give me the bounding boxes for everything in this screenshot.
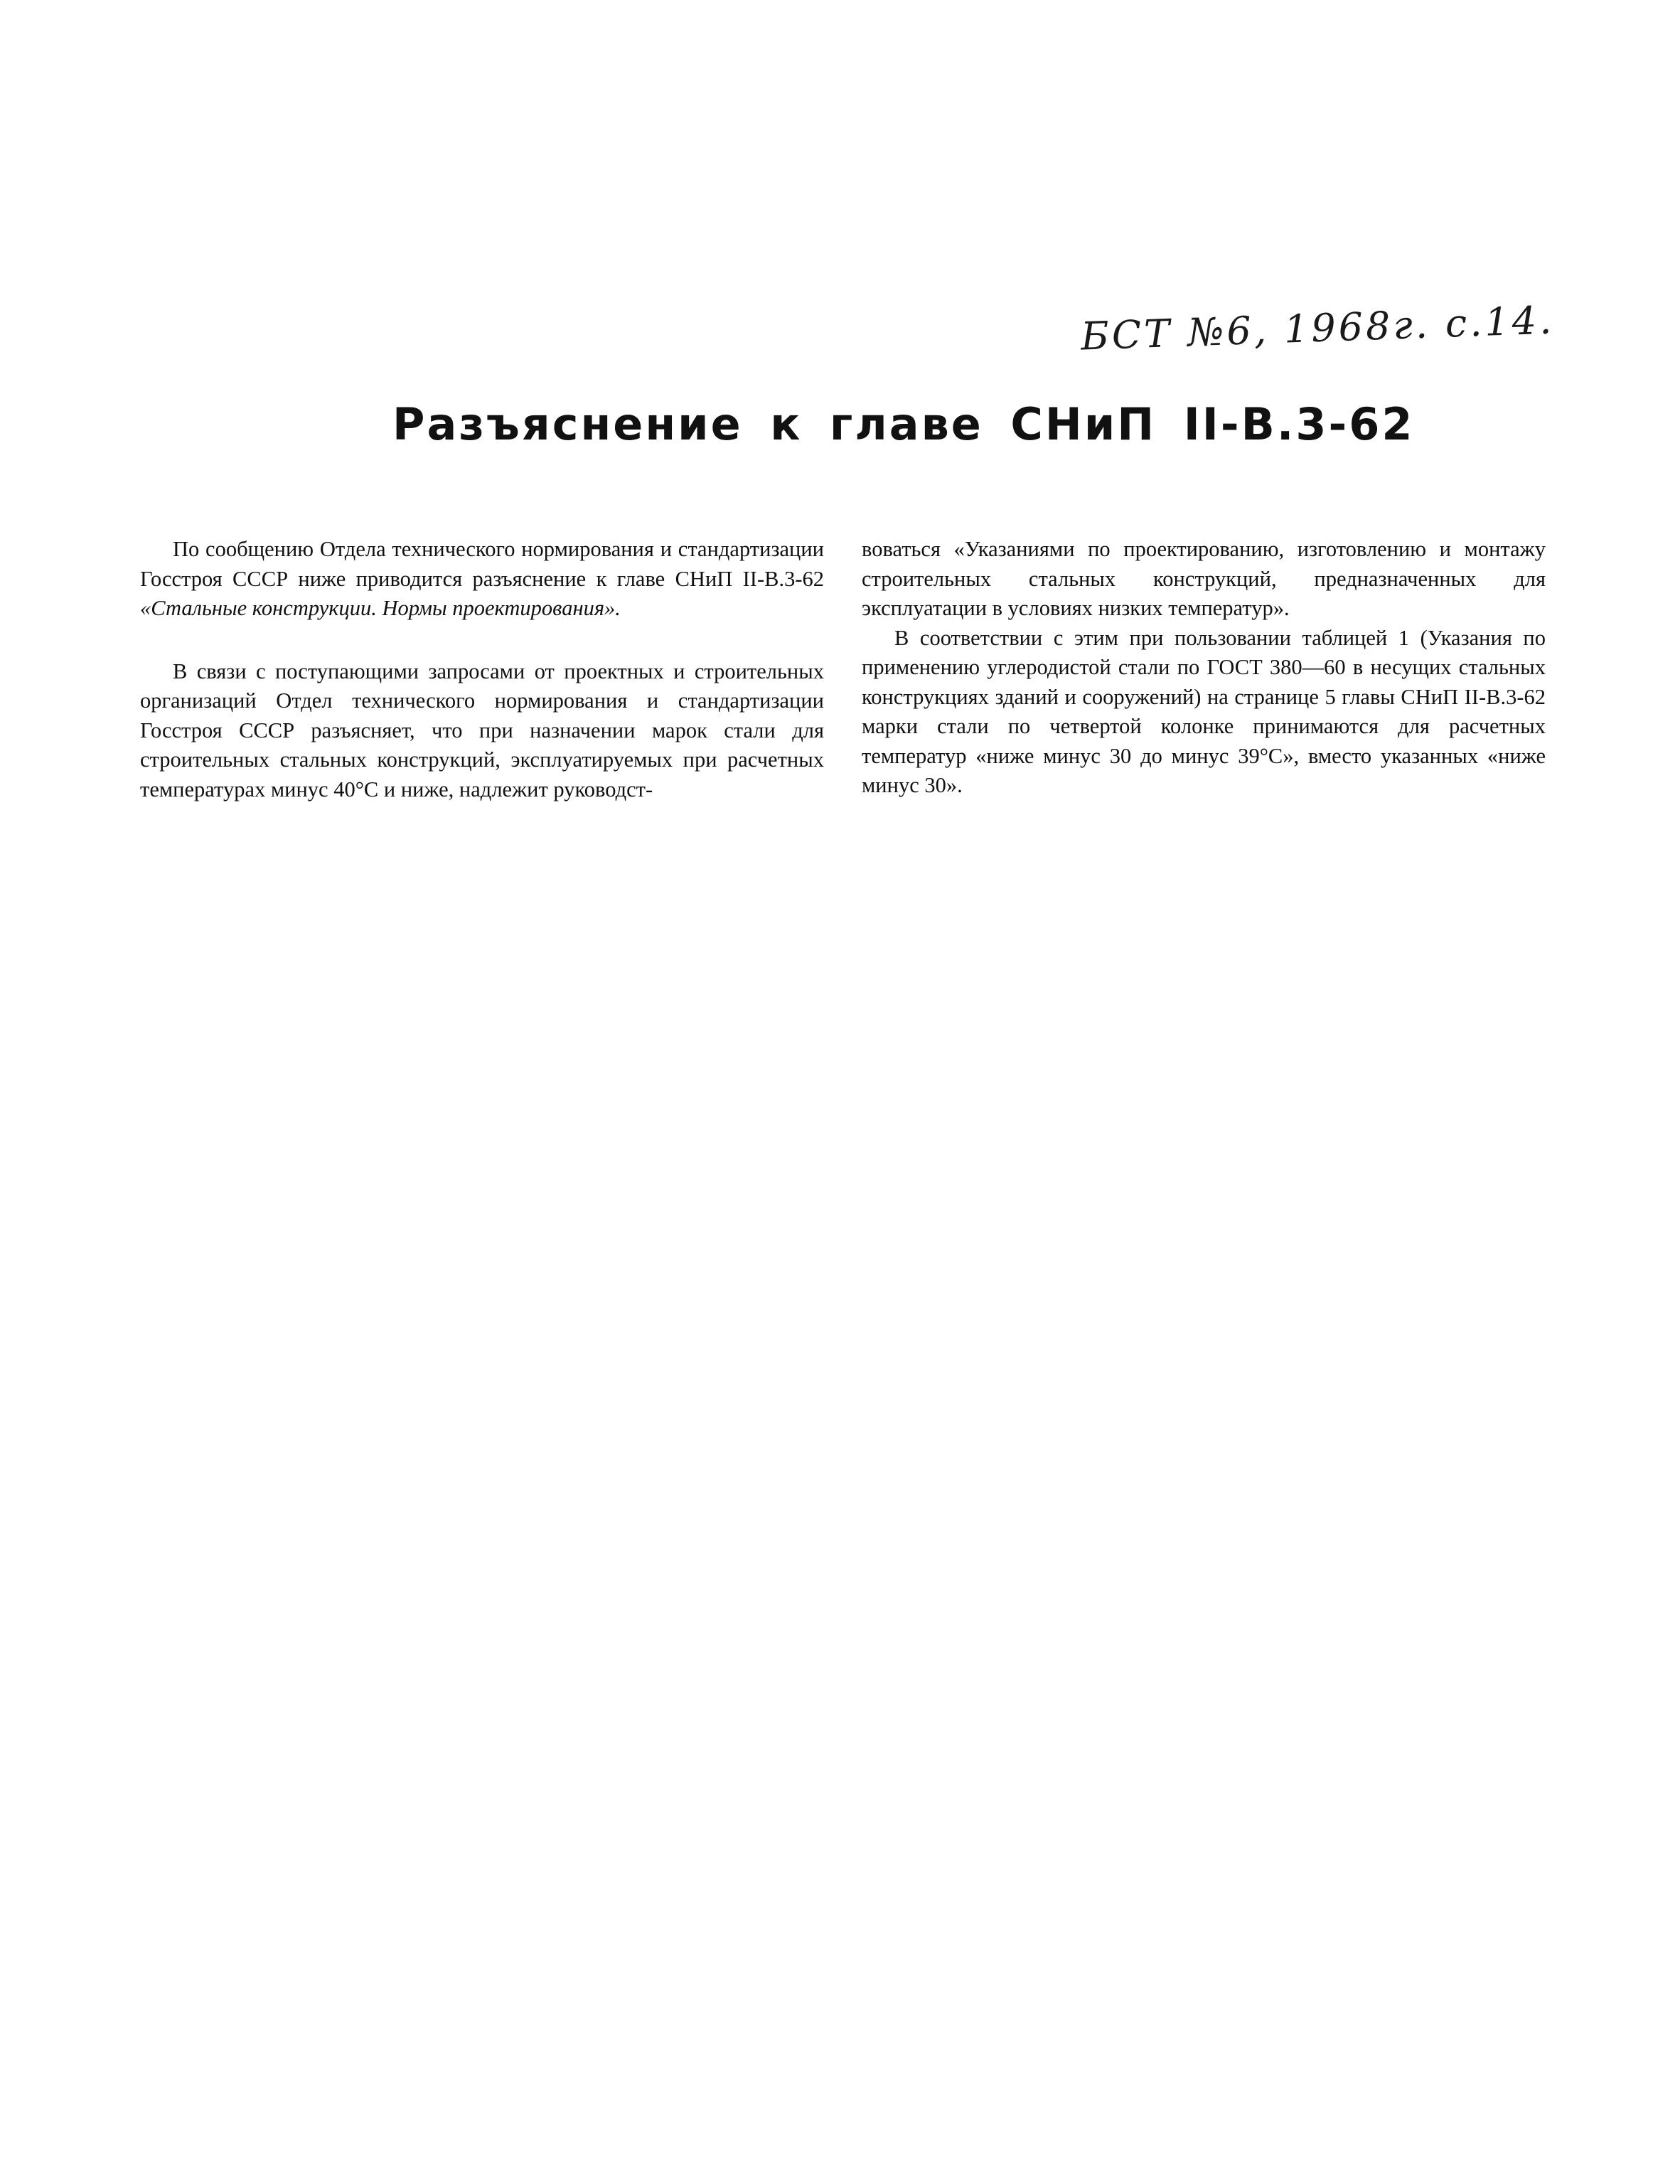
paragraph-intro-text: По сообщению Отдела технического нормирования и стандартизации Госстроя СССР ниже приводится разъяснение к главе СНиП II-В.3-62 — [140, 537, 824, 591]
paragraph-continuation: воваться «Указаниями по проектированию, изготовлению и монтажу строительных стальных конструкций, предназначенных для эксплуатации в условиях низких температур». — [862, 537, 1546, 620]
text-column-left — [140, 535, 824, 804]
handwritten-reference-note: БСТ №6, 1968г. с.14. — [1080, 297, 1556, 359]
paragraph-clarification: В связи с поступающими запросами от проектных и строительных организаций Отдел технического нормирования и стандартизации Госстроя СССР разъясняет, что при назначении марок стали для строительных стальных конструкций, эксплуатируемых при расчетных температурах минус 40°С и ниже, надлежит руководст- — [140, 659, 824, 801]
paragraph-intro — [140, 535, 824, 624]
document-reference-italic: «Стальные конструкции. Нормы проектирования». — [140, 596, 621, 620]
paragraph-table-note: В соответствии с этим при пользовании таблицей 1 (Указания по применению углеродистой стали по ГОСТ 380—60 в несущих стальных конструкциях зданий и сооружений) на странице 5 главы СНиП II-В.3-62 марки стали по четвертой колонке принимаются для расчетных температур «ниже минус 30 до минус 39°С», вместо указанных «ниже минус 30». — [862, 625, 1546, 797]
text-column-right — [862, 535, 1546, 801]
page-title: Разъяснение к главе СНиП II-В.3-62 — [392, 398, 1415, 450]
